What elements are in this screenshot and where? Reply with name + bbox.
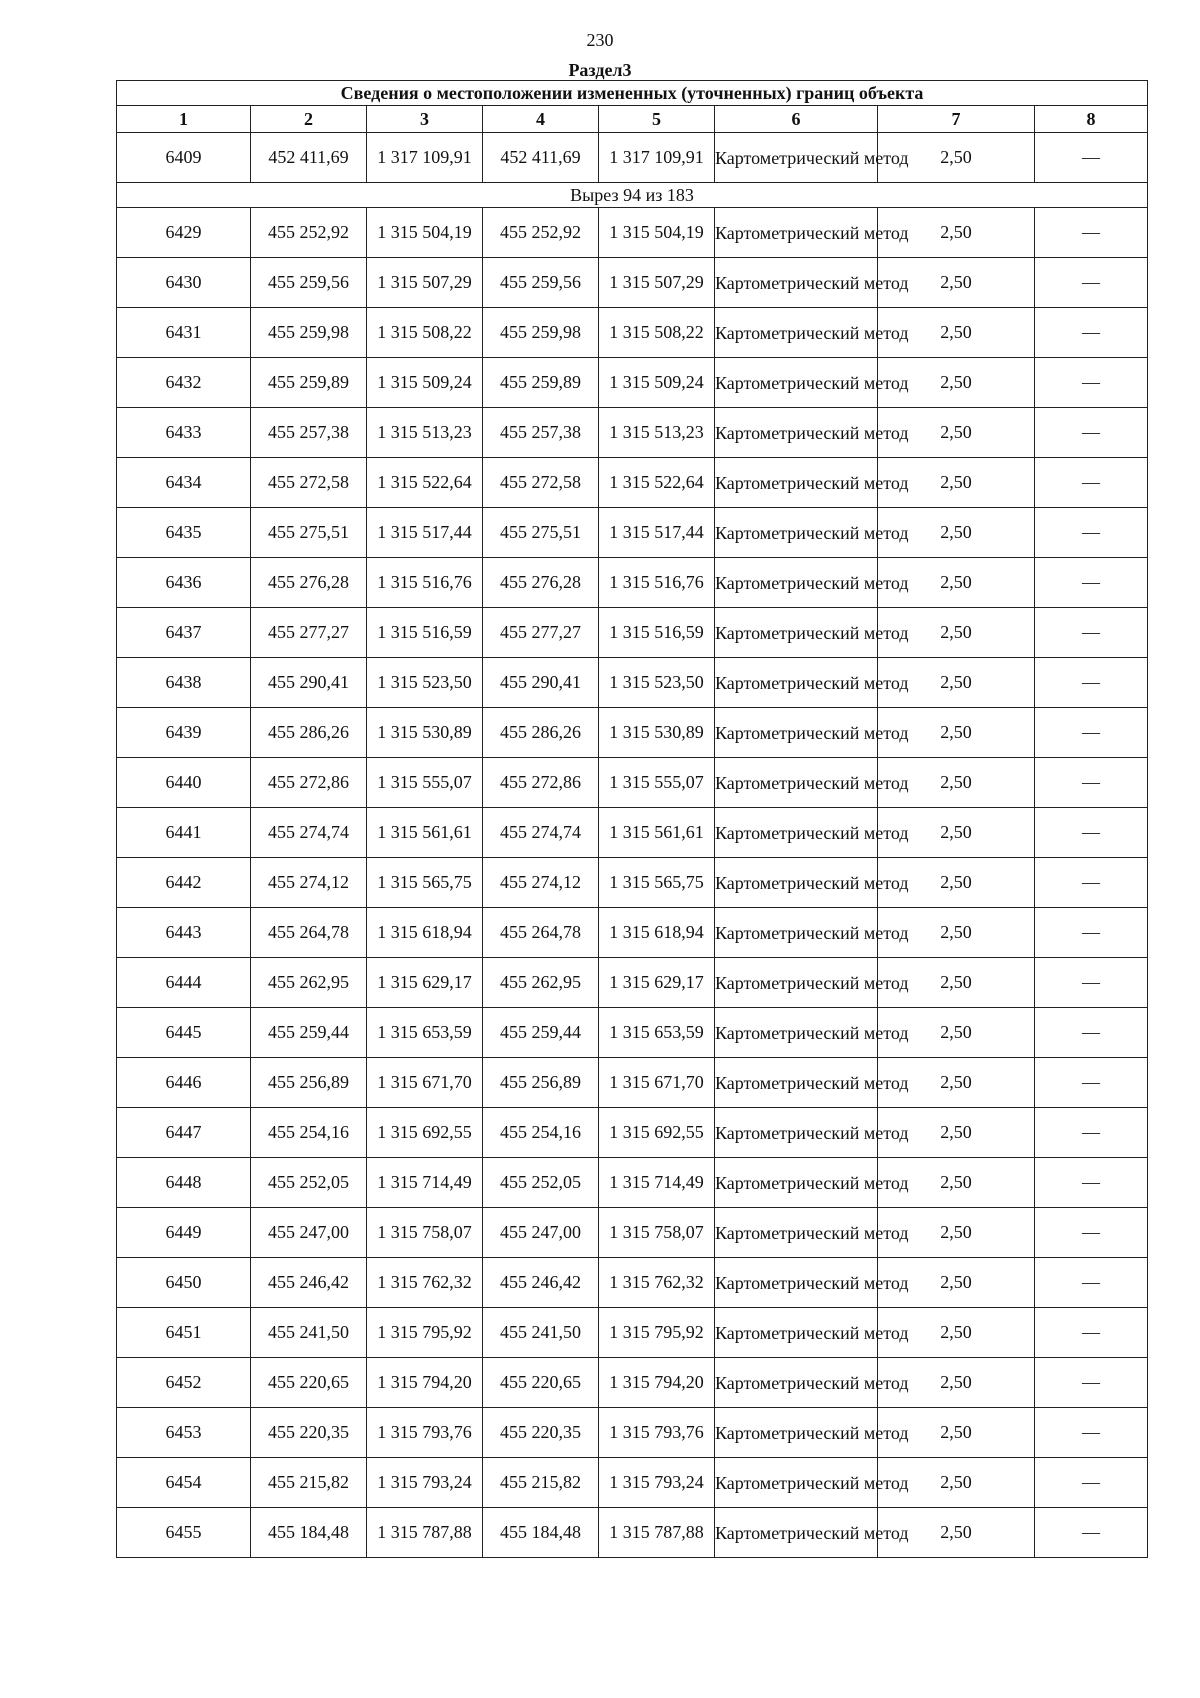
y-new-cell: 1 315 794,20 <box>599 1358 715 1408</box>
column-number: 5 <box>599 106 715 133</box>
table-body <box>117 133 1148 1558</box>
y-new-cell: 1 315 509,24 <box>599 358 715 408</box>
accuracy-cell: 2,50 <box>878 458 1035 508</box>
point-number-cell: 6441 <box>117 808 251 858</box>
point-number-cell: 6455 <box>117 1508 251 1558</box>
y-old-cell: 1 315 629,17 <box>367 958 483 1008</box>
y-new-cell: 1 315 795,92 <box>599 1308 715 1358</box>
x-old-cell: 455 275,51 <box>251 508 367 558</box>
table-row <box>117 708 1148 758</box>
table-row <box>117 408 1148 458</box>
y-old-cell: 1 315 530,89 <box>367 708 483 758</box>
method-cell: Картометрический метод <box>715 658 878 708</box>
y-new-cell: 1 315 504,19 <box>599 208 715 258</box>
point-number-cell: 6451 <box>117 1308 251 1358</box>
y-new-cell: 1 315 516,59 <box>599 608 715 658</box>
method-cell: Картометрический метод <box>715 133 878 183</box>
section-divider-label: Вырез 94 из 183 <box>117 183 1148 208</box>
method-cell: Картометрический метод <box>715 558 878 608</box>
method-cell: Картометрический метод <box>715 708 878 758</box>
note-cell: — <box>1035 308 1148 358</box>
point-number-cell: 6432 <box>117 358 251 408</box>
y-old-cell: 1 315 517,44 <box>367 508 483 558</box>
column-number: 7 <box>878 106 1035 133</box>
y-new-cell: 1 315 555,07 <box>599 758 715 808</box>
accuracy-cell: 2,50 <box>878 1508 1035 1558</box>
method-cell: Картометрический метод <box>715 358 878 408</box>
y-old-cell: 1 315 762,32 <box>367 1258 483 1308</box>
x-old-cell: 455 272,58 <box>251 458 367 508</box>
accuracy-cell: 2,50 <box>878 758 1035 808</box>
x-new-cell: 455 290,41 <box>483 658 599 708</box>
note-cell: — <box>1035 458 1148 508</box>
table-row <box>117 308 1148 358</box>
note-cell: — <box>1035 1308 1148 1358</box>
y-new-cell: 1 315 653,59 <box>599 1008 715 1058</box>
x-new-cell: 455 215,82 <box>483 1458 599 1508</box>
point-number-cell: 6433 <box>117 408 251 458</box>
accuracy-cell: 2,50 <box>878 208 1035 258</box>
accuracy-cell: 2,50 <box>878 858 1035 908</box>
y-old-cell: 1 315 516,59 <box>367 608 483 658</box>
point-number-cell: 6445 <box>117 1008 251 1058</box>
method-cell: Картометрический метод <box>715 608 878 658</box>
table-row <box>117 1108 1148 1158</box>
method-cell: Картометрический метод <box>715 758 878 808</box>
x-old-cell: 455 276,28 <box>251 558 367 608</box>
y-new-cell: 1 315 671,70 <box>599 1058 715 1108</box>
x-new-cell: 455 220,65 <box>483 1358 599 1408</box>
method-cell: Картометрический метод <box>715 458 878 508</box>
y-old-cell: 1 315 523,50 <box>367 658 483 708</box>
table-row <box>117 508 1148 558</box>
table-row <box>117 1358 1148 1408</box>
note-cell: — <box>1035 858 1148 908</box>
y-new-cell: 1 315 692,55 <box>599 1108 715 1158</box>
x-new-cell: 455 277,27 <box>483 608 599 658</box>
y-old-cell: 1 315 787,88 <box>367 1508 483 1558</box>
note-cell: — <box>1035 1058 1148 1108</box>
table-row <box>117 1458 1148 1508</box>
table-row <box>117 458 1148 508</box>
table-caption: Сведения о местоположении измененных (уточненных) границ объекта <box>117 81 1148 106</box>
x-new-cell: 455 272,86 <box>483 758 599 808</box>
y-old-cell: 1 315 794,20 <box>367 1358 483 1408</box>
x-old-cell: 455 277,27 <box>251 608 367 658</box>
note-cell: — <box>1035 1508 1148 1558</box>
x-old-cell: 455 254,16 <box>251 1108 367 1158</box>
accuracy-cell: 2,50 <box>878 508 1035 558</box>
point-number-cell: 6453 <box>117 1408 251 1458</box>
table-caption-row <box>117 81 1148 106</box>
point-number-cell: 6435 <box>117 508 251 558</box>
point-number-cell: 6447 <box>117 1108 251 1158</box>
x-old-cell: 455 259,56 <box>251 258 367 308</box>
accuracy-cell: 2,50 <box>878 708 1035 758</box>
x-old-cell: 455 220,35 <box>251 1408 367 1458</box>
table-row <box>117 1308 1148 1358</box>
accuracy-cell: 2,50 <box>878 1208 1035 1258</box>
x-new-cell: 455 259,44 <box>483 1008 599 1058</box>
method-cell: Картометрический метод <box>715 1458 878 1508</box>
table-row <box>117 1258 1148 1308</box>
table-row <box>117 908 1148 958</box>
y-old-cell: 1 315 793,24 <box>367 1458 483 1508</box>
x-new-cell: 452 411,69 <box>483 133 599 183</box>
note-cell: — <box>1035 558 1148 608</box>
x-new-cell: 455 184,48 <box>483 1508 599 1558</box>
point-number-cell: 6436 <box>117 558 251 608</box>
table-row <box>117 758 1148 808</box>
x-old-cell: 455 257,38 <box>251 408 367 458</box>
y-new-cell: 1 315 629,17 <box>599 958 715 1008</box>
x-old-cell: 455 264,78 <box>251 908 367 958</box>
accuracy-cell: 2,50 <box>878 358 1035 408</box>
section-title: Раздел3 <box>568 60 632 80</box>
point-number-cell: 6448 <box>117 1158 251 1208</box>
note-cell: — <box>1035 508 1148 558</box>
accuracy-cell: 2,50 <box>878 1008 1035 1058</box>
y-old-cell: 1 315 671,70 <box>367 1058 483 1108</box>
method-cell: Картометрический метод <box>715 1058 878 1108</box>
x-new-cell: 455 274,12 <box>483 858 599 908</box>
method-cell: Картометрический метод <box>715 1408 878 1458</box>
point-number-cell: 6409 <box>117 133 251 183</box>
x-new-cell: 455 252,05 <box>483 1158 599 1208</box>
x-new-cell: 455 259,98 <box>483 308 599 358</box>
accuracy-cell: 2,50 <box>878 1108 1035 1158</box>
table-row <box>117 1158 1148 1208</box>
point-number-cell: 6437 <box>117 608 251 658</box>
note-cell: — <box>1035 1208 1148 1258</box>
accuracy-cell: 2,50 <box>878 408 1035 458</box>
y-old-cell: 1 315 795,92 <box>367 1308 483 1358</box>
x-old-cell: 455 184,48 <box>251 1508 367 1558</box>
table-row <box>117 858 1148 908</box>
point-number-cell: 6440 <box>117 758 251 808</box>
point-number-cell: 6431 <box>117 308 251 358</box>
x-old-cell: 455 220,65 <box>251 1358 367 1408</box>
x-new-cell: 455 264,78 <box>483 908 599 958</box>
y-old-cell: 1 315 555,07 <box>367 758 483 808</box>
x-new-cell: 455 256,89 <box>483 1058 599 1108</box>
y-new-cell: 1 315 516,76 <box>599 558 715 608</box>
y-old-cell: 1 315 561,61 <box>367 808 483 858</box>
y-old-cell: 1 315 522,64 <box>367 458 483 508</box>
accuracy-cell: 2,50 <box>878 1058 1035 1108</box>
x-old-cell: 455 241,50 <box>251 1308 367 1358</box>
table-row <box>117 258 1148 308</box>
note-cell: — <box>1035 708 1148 758</box>
note-cell: — <box>1035 1108 1148 1158</box>
x-old-cell: 455 274,74 <box>251 808 367 858</box>
table-row <box>117 1408 1148 1458</box>
y-new-cell: 1 315 793,76 <box>599 1408 715 1458</box>
column-number: 8 <box>1035 106 1148 133</box>
accuracy-cell: 2,50 <box>878 308 1035 358</box>
y-old-cell: 1 315 504,19 <box>367 208 483 258</box>
x-new-cell: 455 220,35 <box>483 1408 599 1458</box>
table-row <box>117 1008 1148 1058</box>
accuracy-cell: 2,50 <box>878 1458 1035 1508</box>
x-new-cell: 455 241,50 <box>483 1308 599 1358</box>
accuracy-cell: 2,50 <box>878 133 1035 183</box>
method-cell: Картометрический метод <box>715 408 878 458</box>
y-new-cell: 1 315 523,50 <box>599 658 715 708</box>
note-cell: — <box>1035 758 1148 808</box>
y-new-cell: 1 315 793,24 <box>599 1458 715 1508</box>
x-new-cell: 455 274,74 <box>483 808 599 858</box>
method-cell: Картометрический метод <box>715 1108 878 1158</box>
y-new-cell: 1 315 618,94 <box>599 908 715 958</box>
note-cell: — <box>1035 258 1148 308</box>
page-number: 230 <box>586 30 614 50</box>
x-new-cell: 455 272,58 <box>483 458 599 508</box>
table-row <box>117 658 1148 708</box>
y-new-cell: 1 315 530,89 <box>599 708 715 758</box>
accuracy-cell: 2,50 <box>878 1258 1035 1308</box>
method-cell: Картометрический метод <box>715 1258 878 1308</box>
x-old-cell: 455 272,86 <box>251 758 367 808</box>
y-old-cell: 1 315 692,55 <box>367 1108 483 1158</box>
accuracy-cell: 2,50 <box>878 1158 1035 1208</box>
y-new-cell: 1 315 508,22 <box>599 308 715 358</box>
column-number: 4 <box>483 106 599 133</box>
x-old-cell: 455 247,00 <box>251 1208 367 1258</box>
point-number-cell: 6449 <box>117 1208 251 1258</box>
x-old-cell: 455 259,44 <box>251 1008 367 1058</box>
y-new-cell: 1 315 565,75 <box>599 858 715 908</box>
x-new-cell: 455 257,38 <box>483 408 599 458</box>
note-cell: — <box>1035 208 1148 258</box>
y-new-cell: 1 315 714,49 <box>599 1158 715 1208</box>
column-number-row <box>117 106 1148 133</box>
method-cell: Картометрический метод <box>715 1008 878 1058</box>
y-old-cell: 1 317 109,91 <box>367 133 483 183</box>
x-old-cell: 455 290,41 <box>251 658 367 708</box>
y-old-cell: 1 315 565,75 <box>367 858 483 908</box>
x-new-cell: 455 259,89 <box>483 358 599 408</box>
table-row <box>117 558 1148 608</box>
y-old-cell: 1 315 513,23 <box>367 408 483 458</box>
x-new-cell: 455 262,95 <box>483 958 599 1008</box>
note-cell: — <box>1035 358 1148 408</box>
point-number-cell: 6434 <box>117 458 251 508</box>
method-cell: Картометрический метод <box>715 1158 878 1208</box>
x-old-cell: 455 286,26 <box>251 708 367 758</box>
note-cell: — <box>1035 658 1148 708</box>
table-row <box>117 1508 1148 1558</box>
x-new-cell: 455 275,51 <box>483 508 599 558</box>
point-number-cell: 6452 <box>117 1358 251 1408</box>
note-cell: — <box>1035 133 1148 183</box>
y-new-cell: 1 315 762,32 <box>599 1258 715 1308</box>
y-old-cell: 1 315 509,24 <box>367 358 483 408</box>
point-number-cell: 6439 <box>117 708 251 758</box>
column-number: 3 <box>367 106 483 133</box>
table-row <box>117 358 1148 408</box>
x-old-cell: 455 215,82 <box>251 1458 367 1508</box>
accuracy-cell: 2,50 <box>878 658 1035 708</box>
method-cell: Картометрический метод <box>715 858 878 908</box>
x-new-cell: 455 259,56 <box>483 258 599 308</box>
accuracy-cell: 2,50 <box>878 1358 1035 1408</box>
accuracy-cell: 2,50 <box>878 608 1035 658</box>
note-cell: — <box>1035 608 1148 658</box>
x-old-cell: 455 246,42 <box>251 1258 367 1308</box>
accuracy-cell: 2,50 <box>878 558 1035 608</box>
column-number: 1 <box>117 106 251 133</box>
x-new-cell: 455 247,00 <box>483 1208 599 1258</box>
note-cell: — <box>1035 1458 1148 1508</box>
x-old-cell: 452 411,69 <box>251 133 367 183</box>
y-new-cell: 1 315 787,88 <box>599 1508 715 1558</box>
x-new-cell: 455 252,92 <box>483 208 599 258</box>
x-old-cell: 455 252,92 <box>251 208 367 258</box>
accuracy-cell: 2,50 <box>878 1308 1035 1358</box>
note-cell: — <box>1035 1358 1148 1408</box>
column-number: 6 <box>715 106 878 133</box>
point-number-cell: 6444 <box>117 958 251 1008</box>
y-old-cell: 1 315 653,59 <box>367 1008 483 1058</box>
y-new-cell: 1 315 522,64 <box>599 458 715 508</box>
table-row <box>117 133 1148 183</box>
method-cell: Картометрический метод <box>715 308 878 358</box>
y-old-cell: 1 315 508,22 <box>367 308 483 358</box>
method-cell: Картометрический метод <box>715 1308 878 1358</box>
x-new-cell: 455 246,42 <box>483 1258 599 1308</box>
method-cell: Картометрический метод <box>715 1358 878 1408</box>
note-cell: — <box>1035 1158 1148 1208</box>
y-new-cell: 1 315 513,23 <box>599 408 715 458</box>
y-old-cell: 1 315 758,07 <box>367 1208 483 1258</box>
note-cell: — <box>1035 808 1148 858</box>
point-number-cell: 6429 <box>117 208 251 258</box>
method-cell: Картометрический метод <box>715 508 878 558</box>
note-cell: — <box>1035 1258 1148 1308</box>
method-cell: Картометрический метод <box>715 808 878 858</box>
y-new-cell: 1 315 758,07 <box>599 1208 715 1258</box>
x-new-cell: 455 276,28 <box>483 558 599 608</box>
y-old-cell: 1 315 793,76 <box>367 1408 483 1458</box>
accuracy-cell: 2,50 <box>878 258 1035 308</box>
x-new-cell: 455 254,16 <box>483 1108 599 1158</box>
accuracy-cell: 2,50 <box>878 1408 1035 1458</box>
point-number-cell: 6446 <box>117 1058 251 1108</box>
x-old-cell: 455 259,89 <box>251 358 367 408</box>
point-number-cell: 6438 <box>117 658 251 708</box>
y-new-cell: 1 315 561,61 <box>599 808 715 858</box>
note-cell: — <box>1035 1408 1148 1458</box>
point-number-cell: 6443 <box>117 908 251 958</box>
accuracy-cell: 2,50 <box>878 808 1035 858</box>
method-cell: Картометрический метод <box>715 208 878 258</box>
y-new-cell: 1 315 507,29 <box>599 258 715 308</box>
section-divider-row <box>117 183 1148 208</box>
method-cell: Картометрический метод <box>715 1208 878 1258</box>
point-number-cell: 6450 <box>117 1258 251 1308</box>
x-new-cell: 455 286,26 <box>483 708 599 758</box>
table-row <box>117 1058 1148 1108</box>
x-old-cell: 455 259,98 <box>251 308 367 358</box>
point-number-cell: 6430 <box>117 258 251 308</box>
x-old-cell: 455 262,95 <box>251 958 367 1008</box>
note-cell: — <box>1035 908 1148 958</box>
column-number: 2 <box>251 106 367 133</box>
accuracy-cell: 2,50 <box>878 908 1035 958</box>
y-old-cell: 1 315 618,94 <box>367 908 483 958</box>
x-old-cell: 455 252,05 <box>251 1158 367 1208</box>
method-cell: Картометрический метод <box>715 958 878 1008</box>
table-row <box>117 208 1148 258</box>
table-row <box>117 608 1148 658</box>
note-cell: — <box>1035 958 1148 1008</box>
table-row <box>117 1208 1148 1258</box>
point-number-cell: 6454 <box>117 1458 251 1508</box>
note-cell: — <box>1035 1008 1148 1058</box>
y-new-cell: 1 317 109,91 <box>599 133 715 183</box>
table-row <box>117 808 1148 858</box>
x-old-cell: 455 274,12 <box>251 858 367 908</box>
accuracy-cell: 2,50 <box>878 958 1035 1008</box>
table-row <box>117 958 1148 1008</box>
boundary-coordinates-table <box>116 80 1148 1558</box>
point-number-cell: 6442 <box>117 858 251 908</box>
note-cell: — <box>1035 408 1148 458</box>
method-cell: Картометрический метод <box>715 1508 878 1558</box>
x-old-cell: 455 256,89 <box>251 1058 367 1108</box>
method-cell: Картометрический метод <box>715 258 878 308</box>
y-new-cell: 1 315 517,44 <box>599 508 715 558</box>
y-old-cell: 1 315 516,76 <box>367 558 483 608</box>
y-old-cell: 1 315 714,49 <box>367 1158 483 1208</box>
y-old-cell: 1 315 507,29 <box>367 258 483 308</box>
method-cell: Картометрический метод <box>715 908 878 958</box>
